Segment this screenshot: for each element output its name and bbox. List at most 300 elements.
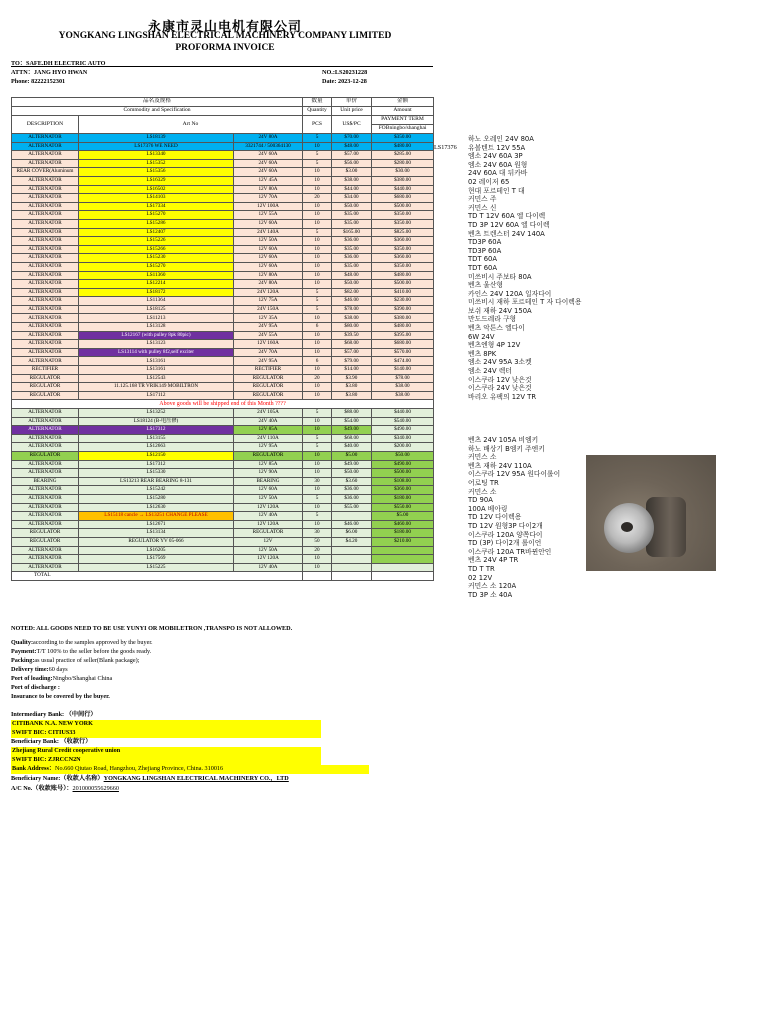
cell-quantity: 10: [303, 142, 332, 151]
cell-amount: $30.00: [372, 168, 434, 177]
cell-quantity: 10: [303, 237, 332, 246]
annotation-line: 100A 베아링: [468, 504, 508, 513]
cell-amount: $200.00: [372, 443, 434, 452]
table-row: [12, 503, 434, 512]
cell-unit-price: $57.00: [332, 151, 372, 160]
annotation-line: 이스쿠라 24V 낮은것: [468, 384, 532, 393]
cell-art-no: LS17312: [79, 426, 234, 435]
table-row: [12, 383, 434, 392]
annotation-line: 미쓰비시 재하 포르테인 T 자 다이렉용: [468, 298, 582, 307]
cell-description: ALTERNATOR: [12, 245, 79, 254]
cell-description: ALTERNATOR: [12, 486, 79, 495]
cell-description: ALTERNATOR: [12, 331, 79, 340]
cell-spec: 24V 110A: [234, 434, 303, 443]
cell-amount: $350.00: [372, 134, 434, 143]
cell-unit-price: $6.00: [332, 529, 372, 538]
cell-unit-price: $46.00: [332, 520, 372, 529]
annotation-line: 현대 포르테인 T 대: [468, 186, 525, 195]
annotation-line: 바리오 유팩의 12V TR: [468, 392, 537, 401]
cell-art-no: LS14103: [79, 194, 234, 203]
cell-description: RECTIFIER: [12, 366, 79, 375]
cell-description: REAR COVER(Aluminum: [12, 168, 79, 177]
cell-amount: $180.00: [372, 494, 434, 503]
cell-art-no: LS17112: [79, 391, 234, 400]
cell-description: ALTERNATOR: [12, 409, 79, 418]
cell-unit-price: $3.60: [332, 477, 372, 486]
table-row: [12, 426, 434, 435]
account-number: A/C No.（收款账号）：201000055629660: [11, 785, 119, 792]
korean-annotations-first: [468, 135, 581, 401]
cell-amount: $350.00: [372, 262, 434, 271]
cell-art-no: LS12150: [79, 451, 234, 460]
table-row: [12, 477, 434, 486]
table-row: [12, 340, 434, 349]
cell-amount: [372, 546, 434, 555]
cell-spec: 12V 60A: [234, 219, 303, 228]
annotation-line: TD T 12V 60A 엘 다이렉: [468, 212, 546, 221]
cell-amount: $490.00: [372, 426, 434, 435]
cell-unit-price: $49.00: [332, 460, 372, 469]
cell-description: ALTERNATOR: [12, 288, 79, 297]
cell-description: ALTERNATOR: [12, 520, 79, 529]
cell-unit-price: $56.00: [332, 159, 372, 168]
cell-unit-price: $48.00: [332, 142, 372, 151]
cell-spec: 24V 140A: [234, 228, 303, 237]
cell-description: ALTERNATOR: [12, 297, 79, 306]
table-row: [12, 297, 434, 306]
cell-description: ALTERNATOR: [12, 503, 79, 512]
cell-art-no: LS11213: [79, 314, 234, 323]
cell-unit-price: $78.00: [332, 305, 372, 314]
document-title: PROFORMA INVOICE: [175, 43, 275, 53]
cell-quantity: 10: [303, 469, 332, 478]
annotation-line: TD3P 60A: [468, 246, 502, 255]
cell-unit-price: $165.00: [332, 228, 372, 237]
cell-spec: 12V 50A: [234, 546, 303, 555]
cell-quantity: 30: [303, 477, 332, 486]
cell-spec: REGULATOR: [234, 391, 303, 400]
annotation-line: 벤츠 트렌스터 24V 140A: [468, 229, 545, 238]
cell-unit-price: $54.00: [332, 417, 372, 426]
cell-spec: 24V 80A: [234, 280, 303, 289]
annotation-line: 어로팅 TR: [468, 478, 499, 487]
cell-spec: 24V 70A: [234, 348, 303, 357]
cell-unit-price: $36.00: [332, 237, 372, 246]
annotation-line: 벤츠 8PK: [468, 349, 497, 358]
cell-unit-price: $50.00: [332, 202, 372, 211]
invoice-meta: [322, 68, 367, 86]
table-row: [12, 443, 434, 452]
cell-unit-price: $48.00: [332, 271, 372, 280]
cell-art-no: LS13134: [79, 529, 234, 538]
cell-description: ALTERNATOR: [12, 202, 79, 211]
shipping-note-row: [12, 400, 434, 409]
cell-description: ALTERNATOR: [12, 254, 79, 263]
cell-art-no: LS13155: [79, 434, 234, 443]
cell-spec: 12V 40A: [234, 512, 303, 521]
annotation-line: 벤츠 악튼스 엘다이: [468, 324, 525, 333]
cell-spec: 24V 120A: [234, 288, 303, 297]
cell-unit-price: $35.00: [332, 262, 372, 271]
header-unit-price-cn: 单价: [332, 98, 372, 107]
cell-art-no: LS13123: [79, 340, 234, 349]
cell-description: ALTERNATOR: [12, 142, 79, 151]
cell-spec: 12V 35A: [234, 314, 303, 323]
cell-art-no: LS15226: [79, 237, 234, 246]
table-row: [12, 529, 434, 538]
cell-spec: 12V 60A: [234, 262, 303, 271]
cell-description: REGULATOR: [12, 374, 79, 383]
cell-quantity: 6: [303, 323, 332, 332]
cell-amount: $350.00: [372, 211, 434, 220]
cell-spec: 12V 80A: [234, 271, 303, 280]
cell-description: ALTERNATOR: [12, 555, 79, 564]
table-row: [12, 142, 434, 151]
cell-unit-price: [332, 546, 372, 555]
cell-unit-price: $80.00: [332, 323, 372, 332]
cell-amount: $500.00: [372, 202, 434, 211]
cell-quantity: 5: [303, 434, 332, 443]
table-row: [12, 323, 434, 332]
annotation-line: 벤츠 24V 105A 비엠키: [468, 436, 539, 444]
cell-quantity: 10: [303, 245, 332, 254]
header-amount-en: Amount: [372, 107, 434, 116]
cell-description: ALTERNATOR: [12, 228, 79, 237]
annotation-line: 하노 배상기 B엠키 주엔키: [468, 444, 545, 453]
cell-quantity: 20: [303, 194, 332, 203]
invoice-number: NO.:LS20231228: [322, 69, 368, 76]
table-row: [12, 331, 434, 340]
cell-art-no: LS15266: [79, 245, 234, 254]
table-row: [12, 537, 434, 546]
cell-quantity: 10: [303, 202, 332, 211]
annotation-line: 이스쿠라 120A 양쪽다이: [468, 530, 543, 539]
table-row: [12, 512, 434, 521]
bank-address: Bank Address：No.660 Qiutao Road, Hangzhou, Zhejiang Province, China. 310016: [11, 765, 369, 774]
cell-quantity: 5: [303, 305, 332, 314]
cell-amount: $38.00: [372, 391, 434, 400]
cell-description: ALTERNATOR: [12, 563, 79, 572]
table-row: [12, 288, 434, 297]
payment-term: Payment:T/T 100% to the seller before the goods ready.: [11, 648, 152, 655]
cell-quantity: 10: [303, 168, 332, 177]
cell-unit-price: $36.00: [332, 486, 372, 495]
photo-shaft-hole: [621, 522, 633, 532]
cell-amount: $390.00: [372, 305, 434, 314]
company-english-title: YONGKANG LINGSHAN ELECTRICAL MACHINERY COMPANY LIMITED: [58, 31, 392, 41]
cell-description: ALTERNATOR: [12, 280, 79, 289]
annotation-line: 미쓰비시 주보타 80A: [468, 272, 532, 281]
cell-quantity: 10: [303, 426, 332, 435]
cell-quantity: 10: [303, 340, 332, 349]
cell-spec: 12V 90A: [234, 469, 303, 478]
cell-amount: $360.00: [372, 237, 434, 246]
total-price: [332, 572, 372, 581]
annotation-line: 커민스 소: [468, 487, 497, 496]
annotation-line: 벤츠 재하 24V 110A: [468, 461, 532, 470]
loading-term: Port of loading:Ningbo/Shanghai China: [11, 675, 113, 682]
cell-quantity: 10: [303, 314, 332, 323]
cell-description: ALTERNATOR: [12, 314, 79, 323]
cell-spec: BEARING: [234, 477, 303, 486]
cell-description: ALTERNATOR: [12, 151, 79, 160]
cell-unit-price: $39.50: [332, 331, 372, 340]
table-row: [12, 219, 434, 228]
cell-spec: 12V 160A: [234, 340, 303, 349]
cell-amount: $490.00: [372, 460, 434, 469]
cell-amount: $480.00: [372, 271, 434, 280]
cell-spec: 12V 120A: [234, 503, 303, 512]
cell-spec: 24V 105A: [234, 409, 303, 418]
cell-amount: $230.00: [372, 297, 434, 306]
cell-description: ALTERNATOR: [12, 194, 79, 203]
cell-spec: 24V 80A: [234, 134, 303, 143]
discharge-term: Port of discharge :: [11, 684, 60, 691]
cell-quantity: 10: [303, 555, 332, 564]
cell-description: ALTERNATOR: [12, 134, 79, 143]
cell-quantity: 5: [303, 297, 332, 306]
cell-quantity: 5: [303, 409, 332, 418]
cell-art-no: LS15270: [79, 211, 234, 220]
cell-unit-price: $35.00: [332, 211, 372, 220]
cell-unit-price: $88.00: [332, 409, 372, 418]
total-qty: [303, 572, 332, 581]
table-row: [12, 280, 434, 289]
cell-quantity: 10: [303, 211, 332, 220]
cell-art-no: LS15330: [79, 469, 234, 478]
cell-spec: 12V 55A: [234, 211, 303, 220]
cell-quantity: 5: [303, 159, 332, 168]
header-quantity-cn: 数量: [303, 98, 332, 107]
cell-quantity: 10: [303, 185, 332, 194]
table-row: [12, 409, 434, 418]
beneficiary-bank: Zhejiang Rural Credit cooperative union: [11, 747, 321, 756]
table-row: [12, 391, 434, 400]
cell-description: ALTERNATOR: [12, 348, 79, 357]
insurance-term: Insurance to be covered by the buyer.: [11, 693, 110, 700]
cell-amount: $395.00: [372, 331, 434, 340]
table-row: [12, 194, 434, 203]
cell-unit-price: $50.00: [332, 280, 372, 289]
cell-unit-price: $14.00: [332, 366, 372, 375]
cell-unit-price: $40.00: [332, 443, 372, 452]
cell-unit-price: $49.00: [332, 426, 372, 435]
cell-art-no: LS13114 with pulley 8f2,self exciter: [79, 348, 234, 357]
cell-unit-price: $46.00: [332, 297, 372, 306]
table-body-total: [12, 572, 434, 581]
cell-art-no: 11.125.168 TR VRIK149 MOBILTRON: [79, 383, 234, 392]
annotation-line: 02 레이저 65: [468, 177, 510, 186]
intermediary-bank: CITIBANK N.A. NEW YORK: [11, 720, 321, 729]
cell-spec: 12V 70A: [234, 194, 303, 203]
table-header-row-3: [12, 116, 434, 125]
cell-amount: $280.00: [372, 159, 434, 168]
cell-description: BEARING: [12, 477, 79, 486]
table-body-note: [12, 400, 434, 409]
cell-unit-price: $3.80: [332, 383, 372, 392]
cell-description: ALTERNATOR: [12, 426, 79, 435]
cell-description: REGULATOR: [12, 391, 79, 400]
cell-art-no: LS12407: [79, 228, 234, 237]
cell-quantity: 10: [303, 451, 332, 460]
annotation-line: 커민스 소 120A: [468, 582, 517, 591]
cell-art-no: LS13340: [79, 151, 234, 160]
cell-spec: 24V 95A: [234, 323, 303, 332]
cell-art-no: LS15356: [79, 168, 234, 177]
table-row: [12, 202, 434, 211]
cell-art-no: LS15352: [79, 159, 234, 168]
cell-description: ALTERNATOR: [12, 434, 79, 443]
cell-description: ALTERNATOR: [12, 211, 79, 220]
table-row: [12, 176, 434, 185]
cell-quantity: 10: [303, 391, 332, 400]
table-row: [12, 185, 434, 194]
table-row: [12, 271, 434, 280]
cell-art-no: LS13161: [79, 366, 234, 375]
cell-quantity: 10: [303, 417, 332, 426]
cell-spec: 12V 40A: [234, 563, 303, 572]
cell-quantity: 10: [303, 460, 332, 469]
table-header-row-1: [12, 98, 434, 107]
quality-term: Quality:according to the samples approved by the buyer.: [11, 639, 153, 646]
header-art-no: Art No: [79, 116, 303, 134]
cell-spec: 24V 55A: [234, 331, 303, 340]
cell-spec: REGULATOR: [234, 451, 303, 460]
packing-term: Packing:as usual practice of seller(Blank package);: [11, 657, 140, 664]
header-fob: FOBningbo/shanghai: [372, 125, 434, 134]
cell-spec: 12V 50A: [234, 237, 303, 246]
annotation-line: 엠소 24V 60A 원형: [468, 160, 528, 169]
cell-quantity: 6: [303, 357, 332, 366]
cell-description: ALTERNATOR: [12, 460, 79, 469]
cell-art-no: LS13213 REAR BEARING 8-131: [79, 477, 234, 486]
cell-art-no: LS16329: [79, 176, 234, 185]
cell-amount: $474.00: [372, 357, 434, 366]
cell-quantity: 20: [303, 374, 332, 383]
cell-quantity: 10: [303, 520, 332, 529]
header-unit-price-en: Unit price: [332, 107, 372, 116]
cell-art-no: LS15225: [79, 563, 234, 572]
cell-description: REGULATOR: [12, 383, 79, 392]
cell-art-no: LS18124 (B-电压修): [79, 417, 234, 426]
cell-quantity: 10: [303, 563, 332, 572]
cell-art-no: LS16205: [79, 546, 234, 555]
cell-art-no: LS13128: [79, 323, 234, 332]
table-row: [12, 305, 434, 314]
cell-amount: $480.00: [372, 323, 434, 332]
cell-amount: $50.00: [372, 451, 434, 460]
cell-spec: 12V 85A: [234, 460, 303, 469]
cell-amount: $38.00: [372, 383, 434, 392]
annotation-line: 02 12V: [468, 573, 493, 582]
annotation-line: 카인스 24V 120A 일자다이: [468, 289, 552, 298]
cell-art-no: LS12671: [79, 520, 234, 529]
cell-amount: $350.00: [372, 219, 434, 228]
annotation-line: TD 12V 원형3P 다이2개: [468, 521, 543, 530]
cell-amount: $380.00: [372, 314, 434, 323]
cell-unit-price: $3.80: [332, 391, 372, 400]
cell-unit-price: $3.90: [332, 374, 372, 383]
table-row: [12, 520, 434, 529]
cell-amount: $140.00: [372, 366, 434, 375]
invoice-table: [11, 97, 434, 581]
cell-quantity: 5: [303, 151, 332, 160]
cell-quantity: 10: [303, 331, 332, 340]
cell-unit-price: [332, 555, 372, 564]
cell-art-no: LS15230: [79, 254, 234, 263]
table-row: [12, 134, 434, 143]
cell-amount: [372, 555, 434, 564]
cell-amount: $550.00: [372, 503, 434, 512]
table-header-row-2: [12, 107, 434, 116]
annotation-line: TDT 60A: [468, 263, 497, 272]
table-row: [12, 374, 434, 383]
cell-spec: 24V 60A: [234, 168, 303, 177]
cell-amount: $5.00: [372, 512, 434, 521]
cell-amount: $680.00: [372, 194, 434, 203]
cell-amount: [372, 563, 434, 572]
cell-description: ALTERNATOR: [12, 443, 79, 452]
cell-art-no: LS12630: [79, 503, 234, 512]
cell-spec: 12V 80A: [234, 185, 303, 194]
cell-unit-price: $44.00: [332, 185, 372, 194]
cell-art-no: LS15118 cancle → LS13251 CHANGE PLEASE: [79, 512, 234, 521]
cell-spec: 12V 120A: [234, 555, 303, 564]
annotation-line: 하노 오레인 24V 80A: [468, 135, 534, 143]
cell-unit-price: $50.00: [332, 469, 372, 478]
cell-quantity: 5: [303, 134, 332, 143]
cell-art-no: LS18172: [79, 288, 234, 297]
beneficiary-name: Beneficiary Name:（收款人名称）YONGKANG LINGSHAN ELECTRICAL MACHINERY CO.，LTD: [11, 775, 289, 782]
cell-amount: $540.00: [372, 417, 434, 426]
cell-amount: $210.00: [372, 537, 434, 546]
cell-quantity: 5: [303, 494, 332, 503]
table-row: [12, 159, 434, 168]
annotation-line: 24V 60A 대 뒤카바: [468, 169, 528, 178]
cell-unit-price: $38.00: [332, 176, 372, 185]
header-description: DESCRIPTION: [12, 116, 79, 134]
annotation-line: 보쉬 재하 24V 150A: [468, 306, 532, 315]
cell-spec: 12V 45A: [234, 176, 303, 185]
cell-description: ALTERNATOR: [12, 512, 79, 521]
cell-description: ALTERNATOR: [12, 176, 79, 185]
cell-quantity: 10: [303, 254, 332, 263]
cell-spec: 24V 60A: [234, 159, 303, 168]
cell-spec: 12V 85A: [234, 426, 303, 435]
cell-art-no: LS12663: [79, 443, 234, 452]
cell-quantity: 5: [303, 512, 332, 521]
annotation-line: 이스쿠라 12V 낮은것: [468, 375, 532, 384]
annotation-line: TD T TR: [468, 564, 495, 573]
cell-description: ALTERNATOR: [12, 262, 79, 271]
cell-unit-price: $38.00: [332, 314, 372, 323]
cell-amount: $350.00: [372, 245, 434, 254]
table-body-first-batch: [12, 134, 434, 400]
cell-unit-price: $35.00: [332, 245, 372, 254]
cell-amount: $78.00: [372, 374, 434, 383]
header-divider: [11, 66, 433, 67]
table-row: [12, 245, 434, 254]
cell-unit-price: $35.00: [332, 219, 372, 228]
cell-amount: $680.00: [372, 340, 434, 349]
cell-description: REGULATOR: [12, 451, 79, 460]
cell-art-no: LS11360: [79, 271, 234, 280]
cell-spec: 12V 60A: [234, 486, 303, 495]
table-row: [12, 237, 434, 246]
annotation-line: 만도드레라 구형: [468, 315, 517, 324]
cell-unit-price: [332, 512, 372, 521]
cell-art-no: LS11364: [79, 297, 234, 306]
